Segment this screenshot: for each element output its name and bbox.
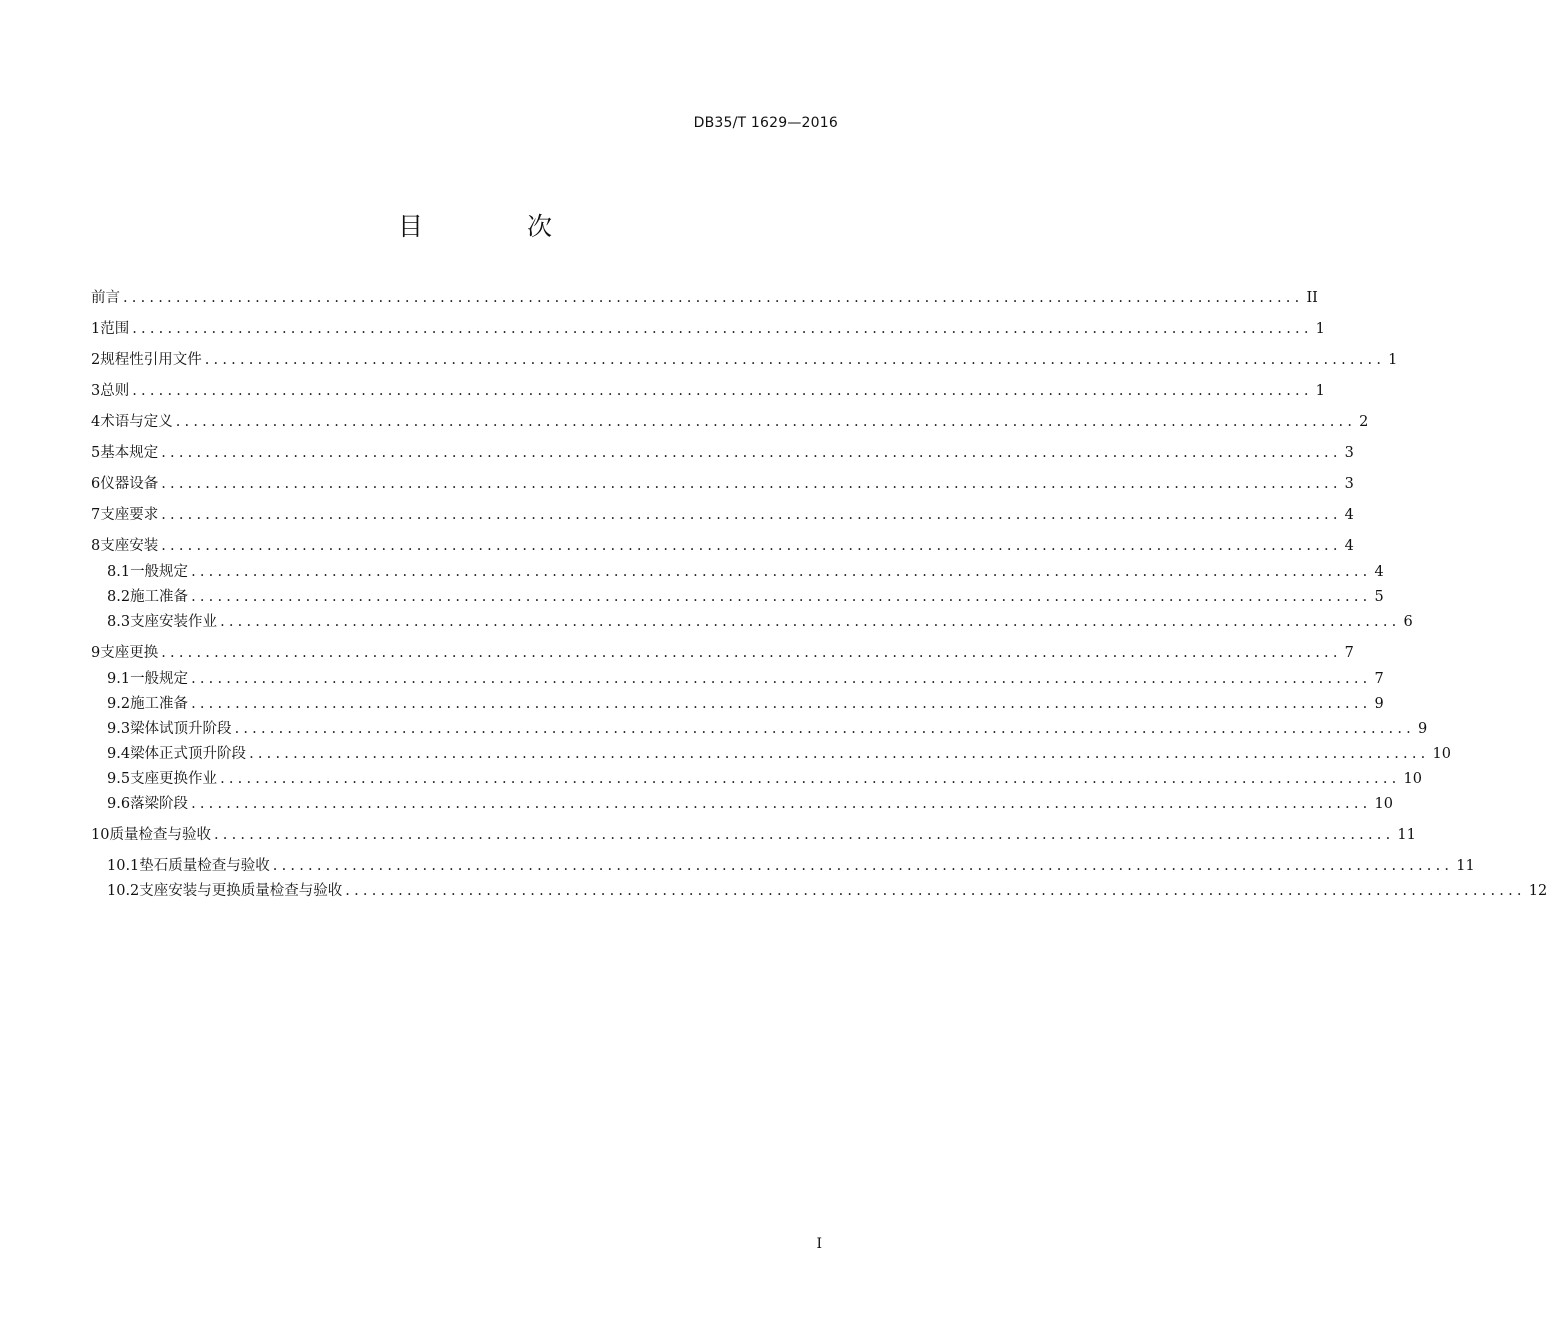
toc-entry-page: 3 bbox=[1344, 476, 1354, 492]
dot-leader: ...................................................................................................................................... bbox=[161, 645, 1342, 661]
toc-entry-page: 10 bbox=[1374, 796, 1393, 812]
toc-entry-number: 9 bbox=[91, 645, 101, 661]
toc-entry-page: 6 bbox=[1403, 614, 1413, 630]
dot-leader: ...................................................................................................................................... bbox=[191, 796, 1372, 812]
toc-entry-5[interactable] bbox=[91, 443, 1354, 463]
toc-entry-number: 8 bbox=[91, 538, 101, 554]
toc-entry-number: 9.5 bbox=[107, 771, 131, 787]
dot-leader: ...................................................................................................................................... bbox=[191, 564, 1372, 580]
toc-entry-page: 9 bbox=[1418, 721, 1428, 737]
toc-entry-label: 支座安装作业 bbox=[130, 614, 218, 630]
table-of-contents bbox=[91, 288, 1547, 906]
dot-leader: ...................................................................................................................................... bbox=[220, 771, 1401, 787]
toc-entry-3[interactable] bbox=[91, 381, 1325, 401]
page-number: I bbox=[816, 1236, 822, 1252]
toc-entry-number: 前 bbox=[91, 290, 106, 306]
dot-leader: ...................................................................................................................................... bbox=[345, 883, 1526, 899]
toc-entry-number: 6 bbox=[91, 476, 101, 492]
toc-entry-number: 8.3 bbox=[107, 614, 131, 630]
toc-entry-6[interactable] bbox=[91, 474, 1354, 494]
toc-entry-page: 5 bbox=[1374, 589, 1384, 605]
toc-entry-page: 4 bbox=[1344, 538, 1354, 554]
toc-entry-number: 8.1 bbox=[107, 564, 131, 580]
toc-entry-8[interactable] bbox=[91, 536, 1354, 556]
dot-leader: ...................................................................................................................................... bbox=[132, 321, 1313, 337]
dot-leader: ...................................................................................................................................... bbox=[249, 746, 1430, 762]
dot-leader: ...................................................................................................................................... bbox=[272, 858, 1454, 874]
toc-entry-number: 4 bbox=[91, 414, 101, 430]
dot-leader: ...................................................................................................................................... bbox=[220, 614, 1401, 630]
toc-entry-9-5[interactable] bbox=[107, 769, 1422, 789]
dot-leader: ...................................................................................................................................... bbox=[191, 696, 1372, 712]
toc-entry-page: II bbox=[1306, 290, 1318, 306]
toc-entry-number: 9.1 bbox=[107, 671, 131, 687]
toc-entry-foreword[interactable] bbox=[91, 288, 1318, 308]
dot-leader: ...................................................................................................................................... bbox=[191, 671, 1372, 687]
toc-entry-number: 9.2 bbox=[107, 696, 131, 712]
toc-entry-number: 9.4 bbox=[107, 746, 131, 762]
toc-entry-number: 9.6 bbox=[107, 796, 131, 812]
toc-entry-label: 落梁阶段 bbox=[130, 796, 189, 812]
toc-entry-number: 2 bbox=[91, 352, 101, 368]
toc-entry-page: 10 bbox=[1403, 771, 1422, 787]
toc-entry-label: 基本规定 bbox=[100, 445, 159, 461]
toc-entry-number: 3 bbox=[91, 383, 101, 399]
toc-entry-page: 1 bbox=[1315, 321, 1325, 337]
dot-leader: ...................................................................................................................................... bbox=[213, 827, 1395, 843]
toc-entry-page: 7 bbox=[1374, 671, 1384, 687]
toc-entry-number: 10 bbox=[91, 827, 110, 843]
toc-entry-9-2[interactable] bbox=[107, 694, 1384, 714]
dot-leader: ...................................................................................................................................... bbox=[123, 290, 1304, 306]
toc-entry-number: 10.1 bbox=[107, 858, 140, 874]
toc-entry-page: 9 bbox=[1374, 696, 1384, 712]
toc-entry-label: 垫石质量检查与验收 bbox=[139, 858, 270, 874]
toc-entry-page: 11 bbox=[1456, 858, 1475, 874]
dot-leader: ...................................................................................................................................... bbox=[161, 538, 1342, 554]
dot-leader: ...................................................................................................................................... bbox=[234, 721, 1415, 737]
toc-entry-label: 施工准备 bbox=[130, 589, 189, 605]
page-title: 目 次 bbox=[398, 212, 600, 241]
standard-code: DB35/T 1629—2016 bbox=[693, 115, 838, 131]
toc-entry-page: 3 bbox=[1344, 445, 1354, 461]
toc-entry-9-4[interactable] bbox=[107, 744, 1451, 764]
toc-entry-number: 5 bbox=[91, 445, 101, 461]
toc-entry-page: 4 bbox=[1374, 564, 1384, 580]
toc-entry-label: 梁体试顶升阶段 bbox=[130, 721, 232, 737]
toc-entry-9-6[interactable] bbox=[107, 794, 1393, 814]
toc-entry-label: 支座安装与更换质量检查与验收 bbox=[139, 883, 343, 899]
dot-leader: ...................................................................................................................................... bbox=[204, 352, 1386, 368]
toc-entry-4[interactable] bbox=[91, 412, 1369, 432]
toc-entry-label: 施工准备 bbox=[130, 696, 189, 712]
toc-entry-8-3[interactable] bbox=[107, 612, 1413, 632]
toc-entry-2[interactable] bbox=[91, 350, 1398, 370]
toc-entry-page: 1 bbox=[1315, 383, 1325, 399]
toc-entry-page: 10 bbox=[1432, 746, 1451, 762]
toc-entry-label: 支座要求 bbox=[100, 507, 159, 523]
toc-entry-page: 2 bbox=[1359, 414, 1369, 430]
toc-entry-page: 7 bbox=[1344, 645, 1354, 661]
toc-entry-9[interactable] bbox=[91, 643, 1354, 663]
toc-entry-label: 一般规定 bbox=[130, 671, 189, 687]
dot-leader: ...................................................................................................................................... bbox=[161, 445, 1342, 461]
toc-entry-10[interactable] bbox=[91, 825, 1416, 845]
dot-leader: ...................................................................................................................................... bbox=[191, 589, 1372, 605]
toc-entry-page: 12 bbox=[1528, 883, 1547, 899]
toc-entry-page: 11 bbox=[1397, 827, 1416, 843]
toc-entry-number: 8.2 bbox=[107, 589, 131, 605]
toc-entry-label: 总则 bbox=[100, 383, 130, 399]
toc-entry-label: 范围 bbox=[100, 321, 130, 337]
dot-leader: ...................................................................................................................................... bbox=[161, 507, 1342, 523]
toc-entry-1[interactable] bbox=[91, 319, 1325, 339]
toc-entry-label: 支座安装 bbox=[100, 538, 159, 554]
toc-entry-label: 一般规定 bbox=[130, 564, 189, 580]
toc-entry-label: 支座更换 bbox=[100, 645, 159, 661]
toc-entry-9-3[interactable] bbox=[107, 719, 1428, 739]
toc-entry-label: 支座更换作业 bbox=[130, 771, 218, 787]
toc-entry-10-1[interactable] bbox=[107, 856, 1475, 876]
toc-entry-label: 质量检查与验收 bbox=[109, 827, 211, 843]
dot-leader: ...................................................................................................................................... bbox=[132, 383, 1313, 399]
toc-entry-10-2[interactable] bbox=[107, 881, 1547, 901]
toc-entry-number: 9.3 bbox=[107, 721, 131, 737]
toc-entry-number: 7 bbox=[91, 507, 101, 523]
toc-entry-label: 规程性引用文件 bbox=[100, 352, 202, 368]
toc-entry-page: 1 bbox=[1388, 352, 1398, 368]
toc-entry-label: 术语与定义 bbox=[100, 414, 173, 430]
dot-leader: ...................................................................................................................................... bbox=[161, 476, 1342, 492]
toc-entry-number: 10.2 bbox=[107, 883, 140, 899]
dot-leader: ...................................................................................................................................... bbox=[175, 414, 1357, 430]
toc-entry-7[interactable] bbox=[91, 505, 1354, 525]
toc-entry-number: 1 bbox=[91, 321, 101, 337]
toc-entry-label: 仪器设备 bbox=[100, 476, 159, 492]
toc-entry-label: 梁体正式顶升阶段 bbox=[130, 746, 247, 762]
toc-entry-page: 4 bbox=[1344, 507, 1354, 523]
toc-entry-8-2[interactable] bbox=[107, 587, 1384, 607]
toc-entry-8-1[interactable] bbox=[107, 562, 1384, 582]
toc-entry-label: 言 bbox=[105, 290, 120, 306]
toc-entry-9-1[interactable] bbox=[107, 669, 1384, 689]
